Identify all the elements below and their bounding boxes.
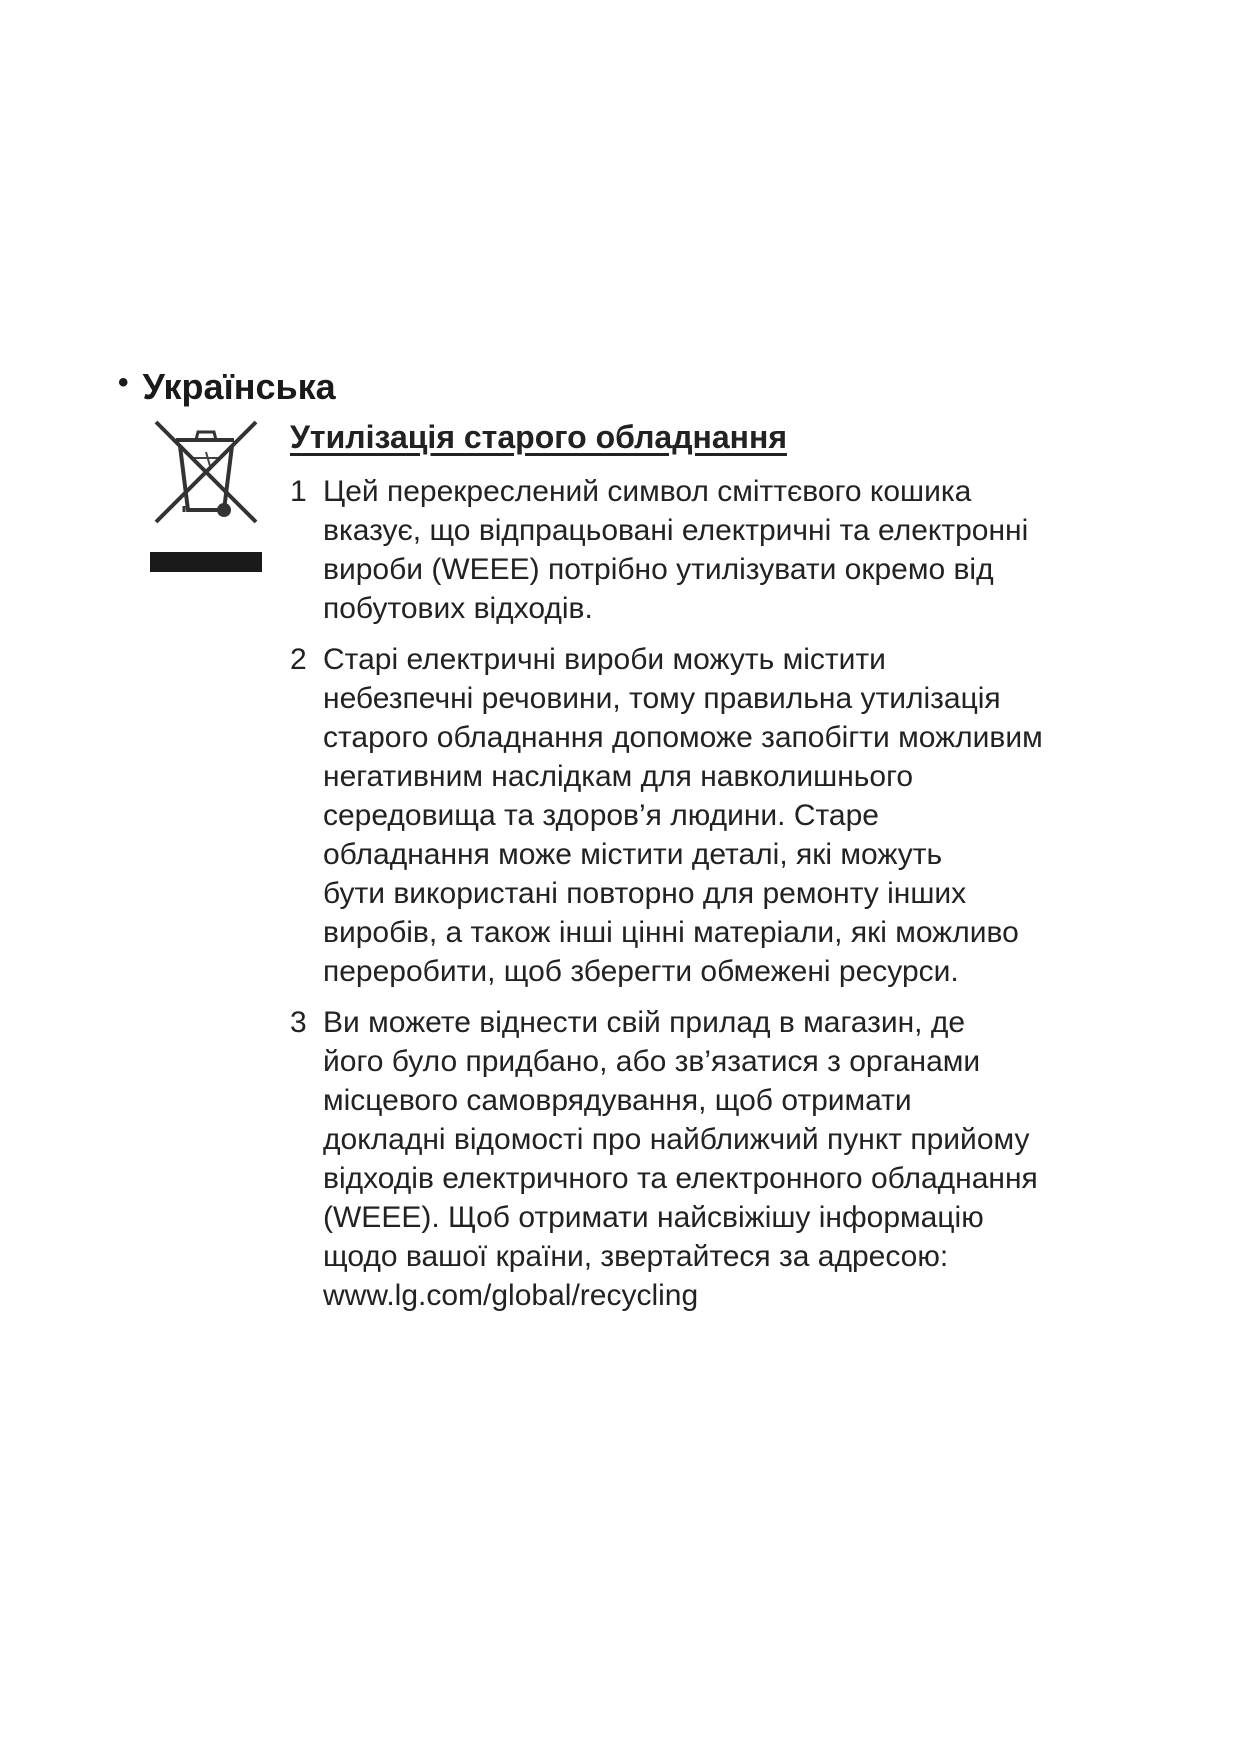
list-item bbox=[290, 1003, 1150, 1315]
disposal-content bbox=[290, 416, 1150, 1327]
item-number: 2 bbox=[290, 643, 307, 676]
item-text: Цей перекреслений символ сміттєвого кошика вказує, що відпрацьовані електричні та електронні вироби (WEEE) потрібно утилізувати окремо від побутових відходів. bbox=[323, 475, 1029, 625]
section-title: Утилізація старого обладнання bbox=[290, 419, 787, 455]
list-item bbox=[290, 640, 1150, 991]
language-label: Українська bbox=[142, 366, 336, 407]
item-text: Ви можете віднести свій прилад в магазин, де його було придбано, або зв’язатися з органами місцевого самоврядування, щоб отримати докладні відомості про найближчий пункт прийому відходів електричного та електронного обладнання (WEEE). Щоб отримати найсвіжішу інформацію щодо вашої країни, звертайтеся за адресою: www.lg.com/global/recycling bbox=[323, 1006, 1038, 1312]
bullet: • bbox=[118, 366, 129, 399]
item-number: 3 bbox=[290, 1006, 307, 1039]
crossed-out-wheelie-bin-icon bbox=[148, 418, 264, 578]
list-item bbox=[290, 472, 1150, 628]
item-text: Старі електричні вироби можуть містити небезпечні речовини, тому правильна утилізація старого обладнання допоможе запобігти можливим негативним наслідкам для навколишнього середовища та здоров’я людини. Старе обладнання може містити деталі, які можуть бути використані повторно для ремонту інших виробів, а також інші цінні матеріали, які можливо переробити, щоб зберегти обмежені ресурси. bbox=[323, 643, 1043, 988]
language-heading bbox=[118, 366, 336, 408]
item-number: 1 bbox=[290, 475, 307, 508]
